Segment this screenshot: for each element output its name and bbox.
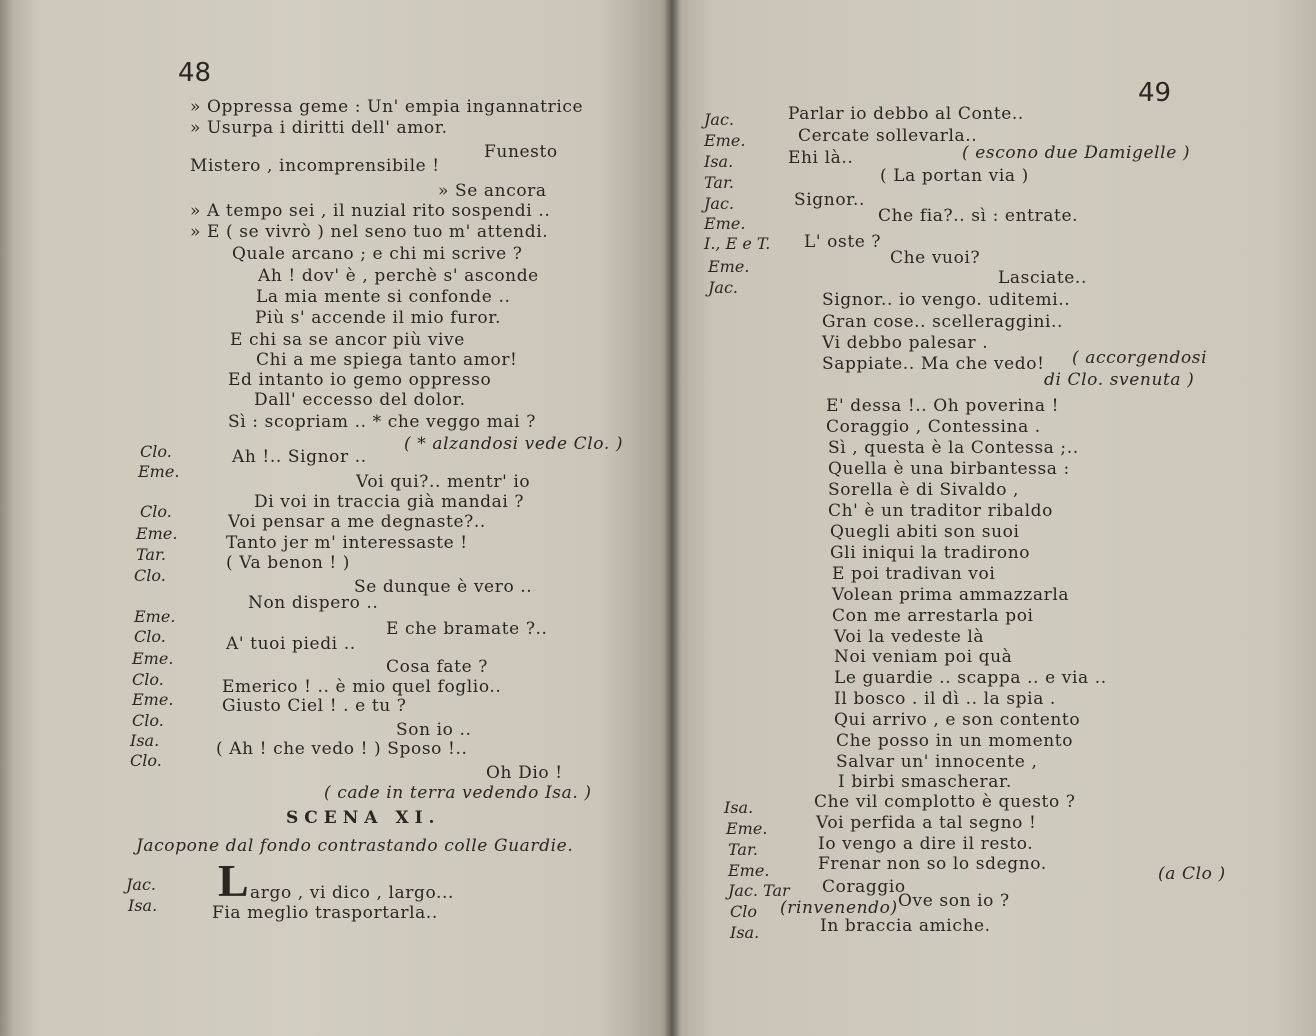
speaker-label: Jac. Tar (728, 881, 790, 900)
text-line: » Se ancora (438, 181, 547, 201)
text-line: I birbi smascherar. (838, 772, 1012, 792)
speaker-label: Isa. (724, 798, 754, 817)
text-line: » Oppressa geme : Un' empia ingannatrice (190, 97, 584, 117)
stage-direction: (a Clo ) (1158, 864, 1226, 884)
text-line: Ah !.. Signor .. (232, 447, 367, 467)
text-line: Lasciate.. (998, 268, 1087, 288)
text-line: Coraggio (822, 877, 906, 897)
speaker-label: Tar. (728, 840, 758, 859)
text-line: Gli iniqui la tradirono (830, 543, 1031, 563)
book-gutter (664, 0, 680, 1036)
text-line: Più s' accende il mio furor. (255, 308, 502, 328)
speaker-label: Tar. (704, 173, 734, 192)
text-line: Son io .. (396, 720, 472, 740)
speaker-label: Jac. (704, 194, 734, 213)
stage-direction: (rinvenendo) (780, 898, 898, 918)
speaker-label: Isa. (128, 896, 158, 915)
text-line: Che vuoi? (890, 248, 981, 268)
text-line: Il bosco . il dì .. la spia . (834, 689, 1056, 709)
speaker-label: Isa. (130, 731, 160, 750)
speaker-label: Isa. (730, 923, 760, 942)
text-line: Signor.. (794, 190, 866, 210)
speaker-label: Clo. (130, 751, 162, 770)
text-line: Che vil complotto è questo ? (814, 792, 1076, 812)
text-line: Mistero , incomprensibile ! (190, 156, 440, 176)
text-line: La mia mente si confonde .. (256, 287, 511, 307)
speaker-label: Eme. (726, 819, 768, 838)
speaker-label: Tar. (136, 545, 166, 564)
text-line: » A tempo sei , il nuzial rito sospendi .. (190, 201, 551, 221)
text-line: » E ( se vivrò ) nel seno tuo m' attendi. (190, 222, 549, 242)
text-line: Quale arcano ; e chi mi scrive ? (232, 244, 523, 264)
page-number-left: 48 (178, 58, 212, 88)
speaker-label: Jac. (126, 875, 156, 894)
text-line: Cercate sollevarla.. (798, 126, 978, 146)
text-line: Se dunque è vero .. (354, 577, 533, 597)
speaker-label: Isa. (704, 152, 734, 171)
text-line: Chi a me spiega tanto amor! (256, 350, 518, 370)
speaker-label: Clo. (140, 502, 172, 521)
text-line: Noi veniam poi quà (834, 647, 1013, 667)
text-line: Giusto Ciel ! . e tu ? (222, 696, 407, 716)
speaker-label: Eme. (132, 649, 174, 668)
text-line: Parlar io debbo al Conte.. (788, 104, 1024, 124)
speaker-label: Eme. (704, 214, 746, 233)
stage-direction: ( * alzandosi vede Clo. ) (404, 434, 624, 454)
text-line: argo , vi dico , largo... (250, 883, 455, 903)
text-line: E chi sa se ancor più vive (230, 330, 465, 350)
text-line: Dall' eccesso del dolor. (254, 390, 466, 410)
text-line: Sappiate.. Ma che vedo! (822, 354, 1045, 374)
text-line: Oh Dio ! (486, 763, 563, 783)
text-line: Frenar non so lo sdegno. (818, 854, 1047, 874)
text-line: Vi debbo palesar . (822, 333, 989, 353)
text-line: Voi perfida a tal segno ! (816, 813, 1037, 833)
text-line: Di voi in traccia già mandai ? (254, 492, 525, 512)
text-line: Le guardie .. scappa .. e via .. (834, 668, 1107, 688)
text-line: Voi pensar a me degnaste?.. (228, 512, 486, 532)
text-line: Sì : scopriam .. * che veggo mai ? (228, 412, 536, 432)
speaker-label: Clo. (134, 566, 166, 585)
text-line: L' oste ? (804, 232, 882, 252)
speaker-label: Clo. (132, 670, 164, 689)
text-line: Ed intanto io gemo oppresso (228, 370, 492, 390)
speaker-label: Clo. (134, 627, 166, 646)
text-line: Voi la vedeste là (834, 627, 985, 647)
text-line: Qui arrivo , e son contento (834, 710, 1081, 730)
page-number-right: 49 (1138, 78, 1172, 108)
text-line: A' tuoi piedi .. (226, 634, 356, 654)
text-line: E poi tradivan voi (832, 564, 996, 584)
speaker-label: Jac. (708, 278, 738, 297)
stage-direction: ( escono due Damigelle ) (962, 143, 1191, 163)
speaker-label: Eme. (704, 131, 746, 150)
text-line: Sì , questa è la Contessa ;.. (828, 438, 1079, 458)
text-line: Fia meglio trasportarla.. (212, 903, 438, 923)
text-line: Che posso in un momento (836, 731, 1074, 751)
speaker-label: Clo. (132, 711, 164, 730)
text-line: Che fia?.. sì : entrate. (878, 206, 1079, 226)
speaker-label: Eme. (708, 257, 750, 276)
drop-cap: L (218, 855, 249, 906)
text-line: Volean prima ammazzarla (832, 585, 1070, 605)
text-line: Funesto (484, 142, 558, 162)
text-line: In braccia amiche. (820, 916, 991, 936)
scene-heading: SCENA XI. (286, 808, 441, 828)
text-line: Io vengo a dire il resto. (818, 834, 1034, 854)
text-line: Ove son io ? (898, 891, 1010, 911)
speaker-label: Eme. (138, 462, 180, 481)
text-line: Sorella è di Sivaldo , (828, 480, 1020, 500)
text-line: Salvar un' innocente , (836, 752, 1038, 772)
stage-direction: ( accorgendosi (1072, 348, 1208, 368)
text-line: E' dessa !.. Oh poverina ! (826, 396, 1060, 416)
speaker-label: Eme. (728, 861, 770, 880)
speaker-label: Clo. (140, 442, 172, 461)
text-line: Non dispero .. (248, 593, 379, 613)
stage-direction: ( cade in terra vedendo Isa. ) (324, 783, 592, 803)
speaker-label: Eme. (134, 607, 176, 626)
text-line: E che bramate ?.. (386, 619, 548, 639)
text-line: Gran cose.. scelleraggini.. (822, 312, 1064, 332)
scene-description: Jacopone dal fondo contrastando colle Guardie. (136, 836, 574, 856)
text-line: Coraggio , Contessina . (826, 417, 1041, 437)
text-line: Signor.. io vengo. uditemi.. (822, 290, 1071, 310)
speaker-label: Clo (730, 902, 757, 921)
text-line: ( Ah ! che vedo ! ) Sposo !.. (216, 739, 468, 759)
text-line: Quegli abiti son suoi (830, 522, 1020, 542)
text-line: » Usurpa i diritti dell' amor. (190, 118, 448, 138)
text-line: Quella è una birbantessa : (828, 459, 1070, 479)
text-line: Cosa fate ? (386, 657, 488, 677)
text-line: Con me arrestarla poi (832, 606, 1034, 626)
stage-direction: di Clo. svenuta ) (1044, 370, 1195, 390)
stage-direction: ( La portan via ) (880, 166, 1029, 186)
text-line: Ehi là.. (788, 148, 854, 168)
speaker-label: I., E e T. (704, 234, 771, 253)
right-page (672, 0, 1316, 1036)
text-line: Emerico ! .. è mio quel foglio.. (222, 677, 502, 697)
speaker-label: Eme. (132, 690, 174, 709)
text-line: ( Va benon ! ) (226, 553, 351, 573)
text-line: Ch' è un traditor ribaldo (828, 501, 1053, 521)
text-line: Ah ! dov' è , perchè s' asconde (258, 266, 539, 286)
speaker-label: Jac. (704, 110, 734, 129)
speaker-label: Eme. (136, 524, 178, 543)
text-line: Voi qui?.. mentr' io (356, 472, 531, 492)
text-line: Tanto jer m' interessaste ! (226, 533, 468, 553)
